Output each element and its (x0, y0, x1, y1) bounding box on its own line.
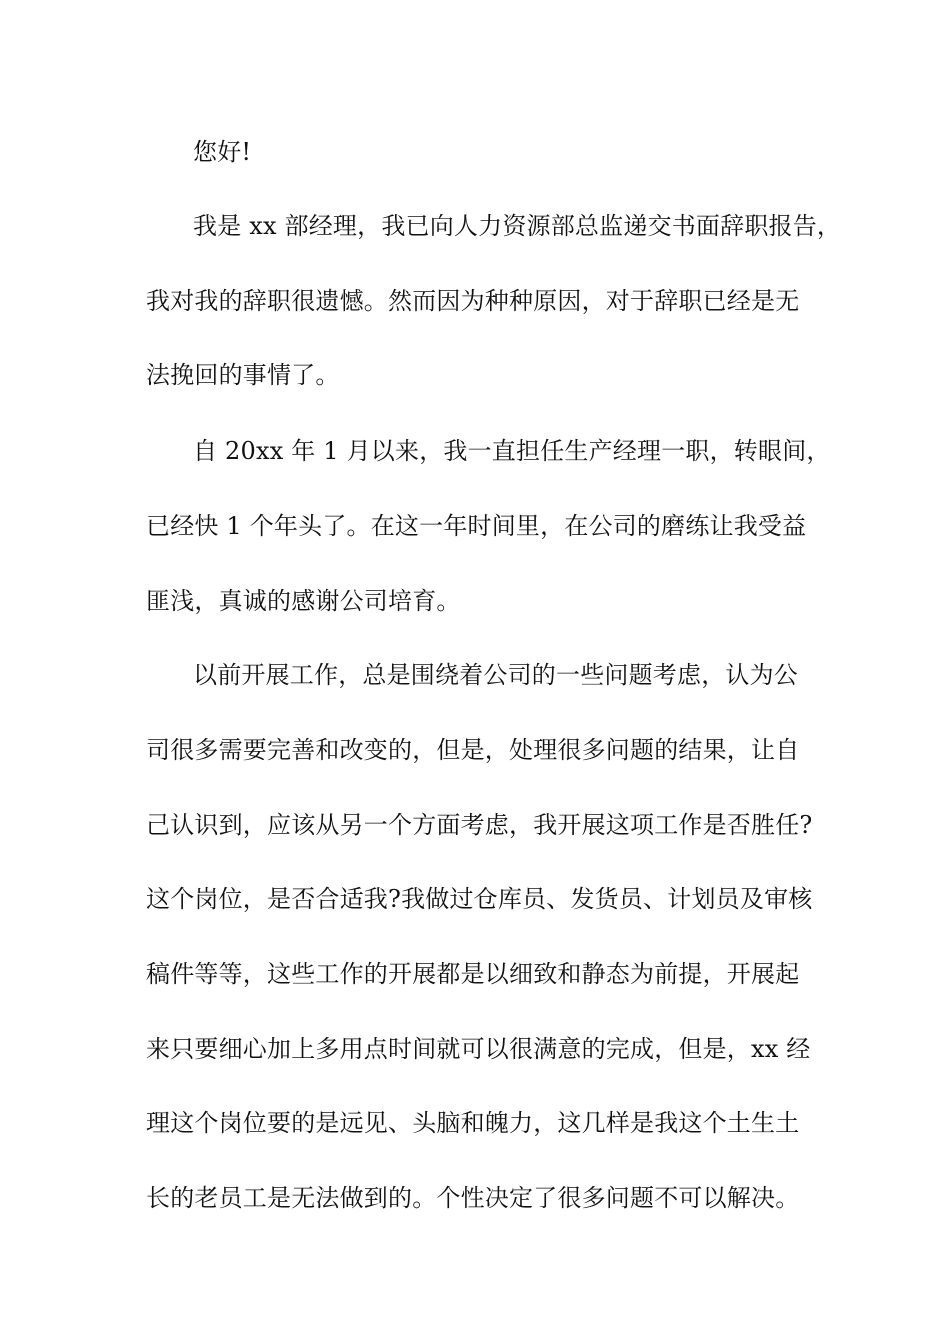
paragraph-line: 司很多需要完善和改变的，但是，处理很多问题的结果，让自 (146, 736, 800, 764)
paragraph-line: 法挽回的事情了。 (146, 361, 340, 389)
paragraph-line: 长的老员工是无法做到的。个性决定了很多问题不可以解决。 (146, 1184, 800, 1212)
paragraph-line: 理这个岗位要的是远见、头脑和魄力，这几样是我这个土生土 (146, 1109, 800, 1137)
paragraph-line: 自 20xx 年 1 月以来，我一直担任生产经理一职，转眼间， (193, 437, 831, 465)
paragraph-line: 匪浅，真诚的感谢公司培育。 (146, 587, 461, 615)
paragraph-line: 己认识到，应该从另一个方面考虑，我开展这项工作是否胜任? (146, 811, 813, 839)
greeting-line: 您好! (193, 138, 252, 166)
paragraph-line: 这个岗位，是否合适我?我做过仓库员、发货员、计划员及审核 (146, 885, 813, 913)
paragraph-line: 我是 xx 部经理，我已向人力资源部总监递交书面辞职报告， (193, 212, 842, 240)
paragraph-line: 我对我的辞职很遗憾。然而因为种种原因，对于辞职已经是无 (146, 287, 800, 315)
paragraph-line: 已经快 1 个年头了。在这一年时间里，在公司的磨练让我受益 (146, 512, 807, 540)
paragraph-line: 以前开展工作，总是围绕着公司的一些问题考虑，认为公 (193, 661, 798, 689)
paragraph-line: 稿件等等，这些工作的开展都是以细致和静态为前提，开展起 (146, 960, 800, 988)
paragraph-line: 来只要细心加上多用点时间就可以很满意的完成，但是，xx 经 (146, 1035, 811, 1063)
